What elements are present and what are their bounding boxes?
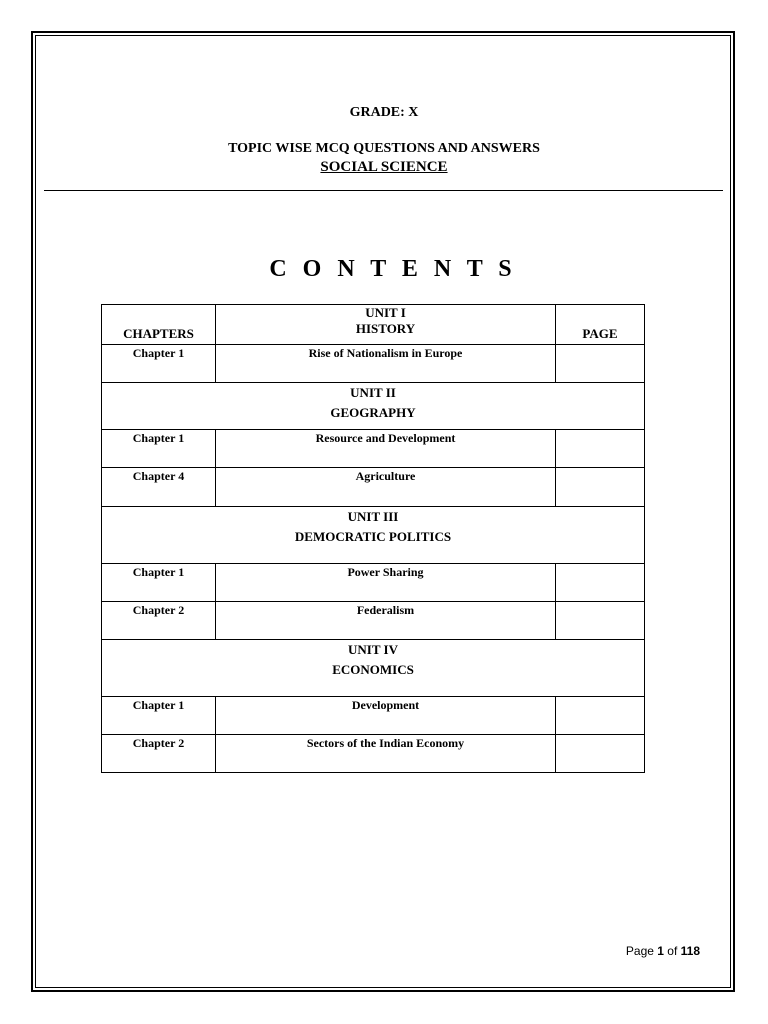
page-total: 118 [680,944,700,958]
unit-number: UNIT IV [348,642,398,657]
page-current: 1 [657,944,664,958]
table-row [102,697,645,735]
chapter-page [556,345,645,383]
contents-table [101,304,645,773]
chapter-number: Chapter 2 [102,602,216,640]
chapter-title: Development [216,697,556,735]
page-prefix: Page [625,944,658,958]
unit-name: HISTORY [355,321,416,336]
table-row [102,468,645,507]
chapter-title: Resource and Development [216,430,556,468]
unit-header-cell [216,305,556,345]
unit-number: UNIT III [347,509,399,524]
table-header-row [102,305,645,345]
unit-row [102,507,645,564]
unit-header-cell [102,383,645,430]
chapter-number: Chapter 4 [102,468,216,507]
chapter-title: Agriculture [216,468,556,507]
chapter-number: Chapter 1 [102,345,216,383]
chapter-number: Chapter 2 [102,735,216,773]
page-of: of [663,944,681,958]
chapter-page [556,564,645,602]
unit-header-cell [102,640,645,697]
chapter-title: Rise of Nationalism in Europe [216,345,556,383]
unit-number: UNIT II [350,385,396,400]
chapter-title: Power Sharing [216,564,556,602]
topic-heading: TOPIC WISE MCQ QUESTIONS AND ANSWERS [228,141,540,156]
table-row [102,345,645,383]
chapter-number: Chapter 1 [102,430,216,468]
table-row [102,602,645,640]
page-column-header: PAGE [556,305,645,345]
chapter-page [556,468,645,507]
unit-number: UNIT I [365,305,406,320]
unit-row [102,383,645,430]
chapter-title: Sectors of the Indian Economy [216,735,556,773]
subject-heading: SOCIAL SCIENCE [320,159,448,175]
unit-name: DEMOCRATIC POLITICS [294,529,452,544]
chapter-page [556,735,645,773]
chapter-page [556,697,645,735]
grade-heading: GRADE: X [349,105,419,120]
chapter-page [556,602,645,640]
unit-header-cell [102,507,645,564]
unit-row [102,640,645,697]
chapter-page [556,430,645,468]
page-number-footer [626,944,700,958]
chapter-number: Chapter 1 [102,564,216,602]
table-row [102,430,645,468]
table-row [102,564,645,602]
unit-name: ECONOMICS [332,662,414,677]
chapters-column-header: CHAPTERS [102,305,216,345]
header-divider [44,190,723,191]
contents-title: C O N T E N T S [269,256,517,282]
chapter-title: Federalism [216,602,556,640]
table-row [102,735,645,773]
chapter-number: Chapter 1 [102,697,216,735]
unit-name: GEOGRAPHY [330,405,416,420]
